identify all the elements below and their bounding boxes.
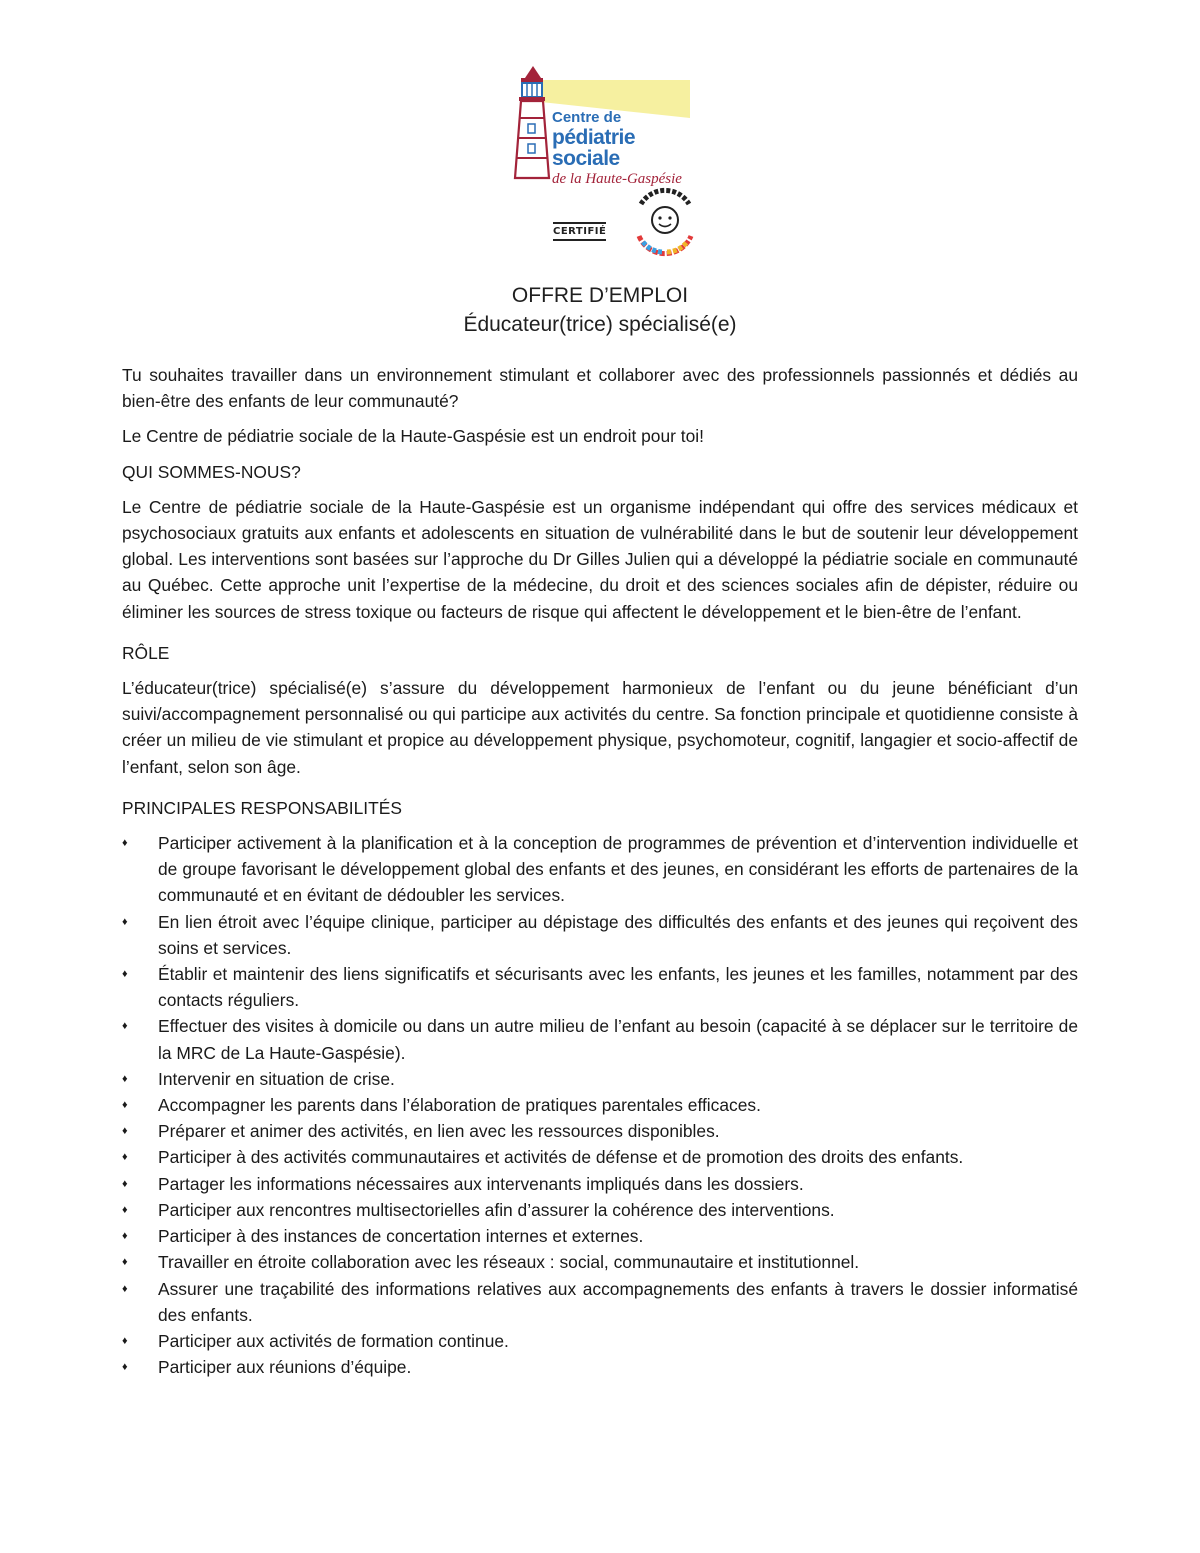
job-offer-body [122, 362, 1078, 1380]
about-heading: QUI SOMMES-NOUS? [122, 461, 301, 482]
page-title: OFFRE D’EMPLOI [511, 284, 689, 307]
logo-text-line2: pédiatrie sociale [552, 126, 636, 170]
role-heading: RÔLE [122, 642, 170, 663]
list-item: ♦ En lien étroit avec l’équipe clinique, participer au dépistage des difficultés des enfants et des jeunes qui reçoivent des soins et services. [122, 909, 1078, 961]
list-item: ♦ Participer activement à la planification et à la conception de programmes de prévention et d’intervention individuelle et de groupe favorisant le développement global des enfants et des jeunes, en considérant les efforts de partenaires de la communauté et en évitant de dédoubler les services. [122, 830, 1078, 909]
organization-logo [505, 66, 705, 266]
certified-label: CERTIFIÉ [553, 222, 606, 241]
list-item: ♦ Assurer une traçabilité des informations relatives aux accompagnements des enfants à travers le dossier informatisé des enfants. [122, 1276, 1078, 1328]
list-item: ♦ Participer aux réunions d’équipe. [122, 1354, 1078, 1380]
list-item: ♦ Intervenir en situation de crise. [122, 1066, 1078, 1092]
list-item: ♦ Travailler en étroite collaboration avec les réseaux : social, communautaire et institutionnel. [122, 1249, 1078, 1275]
list-item: ♦ Participer à des instances de concertation internes et externes. [122, 1223, 1078, 1249]
list-item: ♦ Préparer et animer des activités, en lien avec les ressources disponibles. [122, 1118, 1078, 1144]
intro-tagline: Le Centre de pédiatrie sociale de la Haute-Gaspésie est un endroit pour toi! [122, 426, 704, 447]
list-item: ♦ Accompagner les parents dans l’élaboration de pratiques parentales efficaces. [122, 1092, 1078, 1118]
responsibilities-list [122, 830, 1078, 1380]
fondation-dr-julien-seal [633, 184, 697, 260]
list-item: ♦ Partager les informations nécessaires aux intervenants impliqués dans les dossiers. [122, 1171, 1078, 1197]
list-item: ♦ Participer aux activités de formation continue. [122, 1328, 1078, 1354]
list-item: ♦ Effectuer des visites à domicile ou dans un autre milieu de l’enfant au besoin (capacité à se déplacer sur le territoire de la MRC de La Haute-Gaspésie). [122, 1013, 1078, 1065]
logo-text-line3: de la Haute-Gaspésie [552, 171, 682, 187]
role-paragraph: L’éducateur(trice) spécialisé(e) s’assure du développement harmonieux de l’enfant ou du jeune bénéficiant d’un suivi/accompagnement personnalisé ou qui participe aux activités du centre. Sa fonction principale et quotidienne consiste à créer un milieu de vie stimulant et propice au développement physique, psychomoteur, cognitif, langagier et socio-affectif de l’enfant, selon son âge. [122, 678, 1078, 777]
intro-paragraph: Tu souhaites travailler dans un environnement stimulant et collaborer avec des professionnels passionnés et dédiés au bien-être des enfants de leur communauté? [122, 365, 1078, 412]
logo-text-line1: Centre de [552, 109, 622, 126]
list-item: ♦ Participer aux rencontres multisectorielles afin d’assurer la cohérence des interventions. [122, 1197, 1078, 1223]
job-title: Éducateur(trice) spécialisé(e) [463, 313, 737, 336]
list-item: ♦ Participer à des activités communautaires et activités de défense et de promotion des droits des enfants. [122, 1144, 1078, 1170]
about-paragraph: Le Centre de pédiatrie sociale de la Haute-Gaspésie est un organisme indépendant qui offre des services médicaux et psychosociaux gratuits aux enfants et adolescents en situation de vulnérabilité dans le but de soutenir leur développement global. Les interventions sont basées sur l’approche du Dr Gilles Julien qui a développé la pédiatrie sociale en communauté au Québec. Cette approche unit l’expertise de la médecine, du droit et des sciences sociales afin de dépister, réduire ou éliminer les sources de stress toxique ou facteurs de risque qui affectent le développement et le bien-être de l’enfant. [122, 496, 1078, 622]
list-item: ♦ Établir et maintenir des liens significatifs et sécurisants avec les enfants, les jeunes et les familles, notamment par des contacts réguliers. [122, 961, 1078, 1013]
responsibilities-heading: PRINCIPALES RESPONSABILITÉS [122, 797, 402, 818]
